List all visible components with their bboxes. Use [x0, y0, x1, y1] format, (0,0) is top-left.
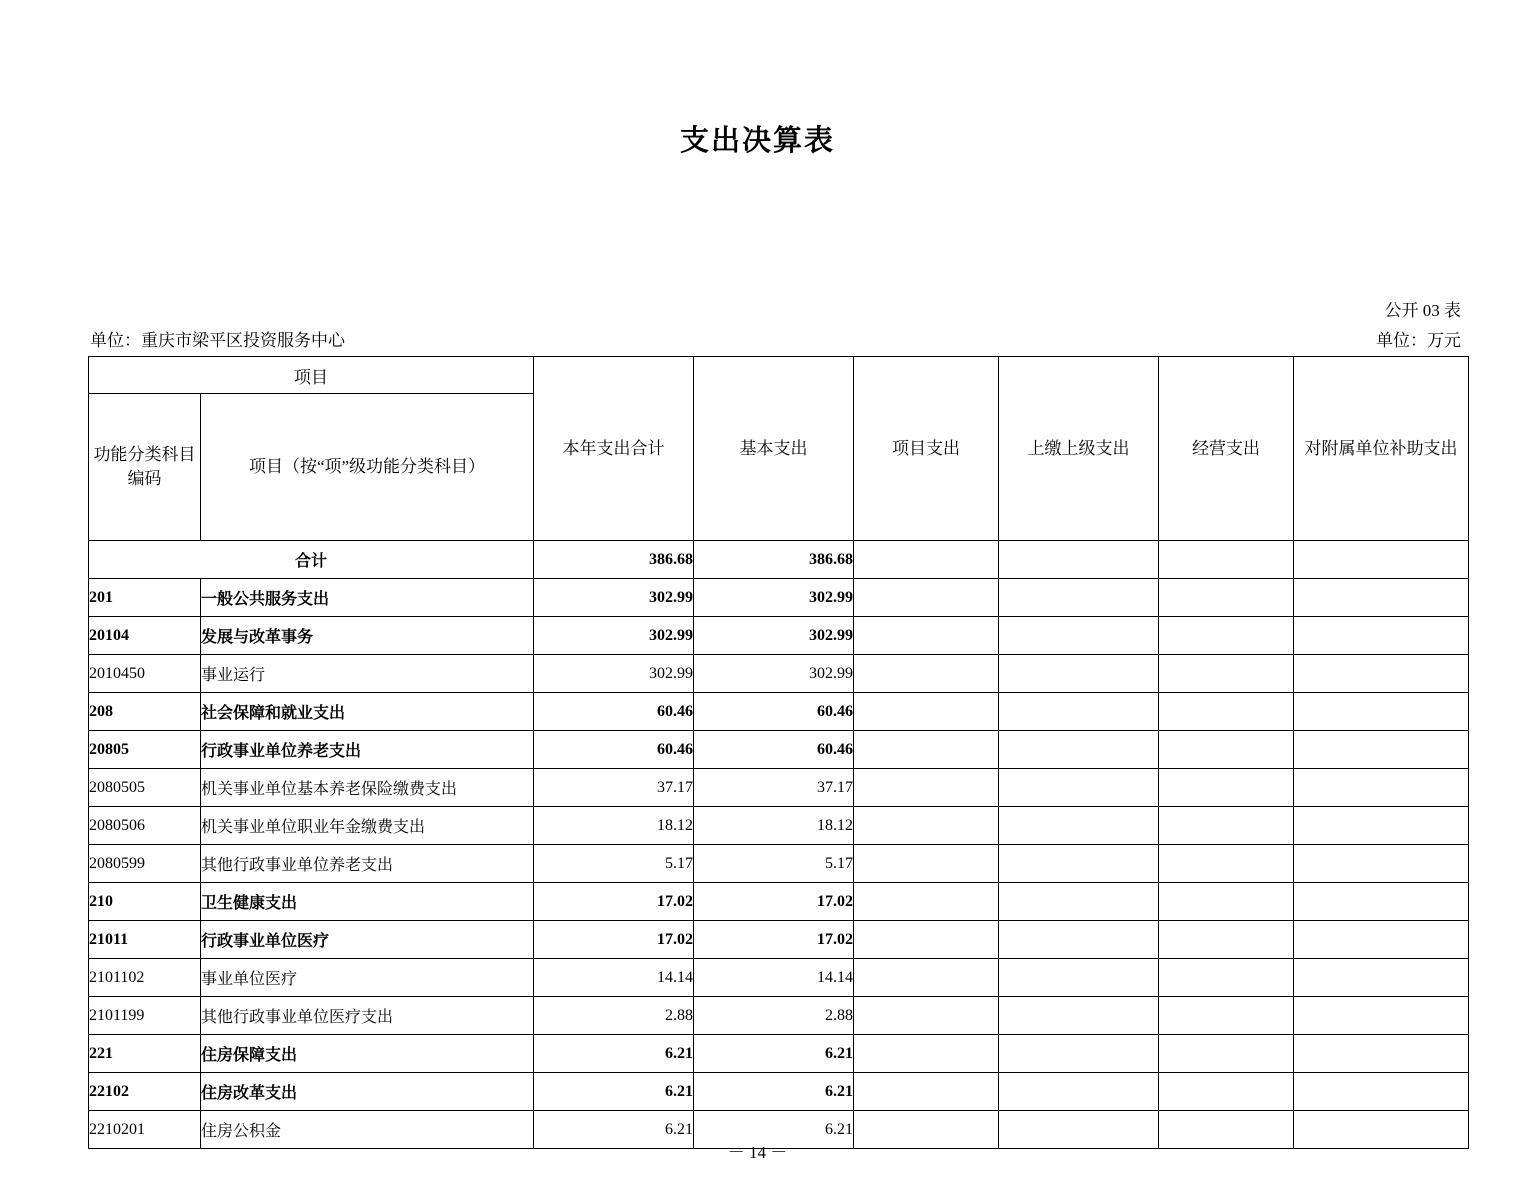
table-row — [89, 617, 1469, 655]
row-project — [854, 1073, 999, 1111]
row-name: 机关事业单位职业年金缴费支出 — [201, 807, 534, 845]
row-name: 机关事业单位基本养老保险缴费支出 — [201, 769, 534, 807]
row-subsidy — [1294, 693, 1469, 731]
total-operating — [1159, 541, 1294, 579]
row-basic: 6.21 — [694, 1035, 854, 1073]
row-project — [854, 883, 999, 921]
row-code: 201 — [89, 579, 201, 617]
row-name: 其他行政事业单位医疗支出 — [201, 997, 534, 1035]
total-current-year: 386.68 — [534, 541, 694, 579]
header-basic-expenditure: 基本支出 — [694, 357, 854, 541]
total-basic: 386.68 — [694, 541, 854, 579]
row-code: 22102 — [89, 1073, 201, 1111]
row-current-year-total: 6.21 — [534, 1073, 694, 1111]
table-row — [89, 1073, 1469, 1111]
row-name: 住房保障支出 — [201, 1035, 534, 1073]
total-label: 合计 — [89, 541, 534, 579]
row-name: 卫生健康支出 — [201, 883, 534, 921]
row-basic: 17.02 — [694, 921, 854, 959]
row-name: 行政事业单位医疗 — [201, 921, 534, 959]
row-basic: 60.46 — [694, 731, 854, 769]
row-operating — [1159, 997, 1294, 1035]
table-row — [89, 1035, 1469, 1073]
row-project — [854, 807, 999, 845]
row-basic: 2.88 — [694, 997, 854, 1035]
row-code: 2210201 — [89, 1111, 201, 1149]
row-code: 2101102 — [89, 959, 201, 997]
row-basic: 302.99 — [694, 655, 854, 693]
row-name: 事业单位医疗 — [201, 959, 534, 997]
row-project — [854, 997, 999, 1035]
row-upper-level — [999, 807, 1159, 845]
row-current-year-total: 37.17 — [534, 769, 694, 807]
row-name: 行政事业单位养老支出 — [201, 731, 534, 769]
row-project — [854, 579, 999, 617]
row-basic: 37.17 — [694, 769, 854, 807]
table-row — [89, 807, 1469, 845]
row-current-year-total: 302.99 — [534, 617, 694, 655]
row-name: 住房改革支出 — [201, 1073, 534, 1111]
row-subsidy — [1294, 845, 1469, 883]
row-current-year-total: 14.14 — [534, 959, 694, 997]
row-operating — [1159, 655, 1294, 693]
table-row — [89, 883, 1469, 921]
row-operating — [1159, 617, 1294, 655]
row-name: 其他行政事业单位养老支出 — [201, 845, 534, 883]
row-current-year-total: 6.21 — [534, 1035, 694, 1073]
page-number: － 14 － — [727, 1143, 788, 1162]
page-title: 支出决算表 — [679, 125, 835, 157]
row-name: 住房公积金 — [201, 1111, 534, 1149]
table-row — [89, 845, 1469, 883]
table-row — [89, 769, 1469, 807]
header-current-year-total: 本年支出合计 — [534, 357, 694, 541]
row-code: 208 — [89, 693, 201, 731]
row-code: 210 — [89, 883, 201, 921]
row-current-year-total: 60.46 — [534, 693, 694, 731]
header-operating-expenditure: 经营支出 — [1159, 357, 1294, 541]
table-row — [89, 997, 1469, 1035]
row-operating — [1159, 1073, 1294, 1111]
header-upper-level-expenditure: 上缴上级支出 — [999, 357, 1159, 541]
form-number: 公开 03 表 — [1384, 301, 1461, 320]
row-upper-level — [999, 1035, 1159, 1073]
row-project — [854, 769, 999, 807]
row-subsidy — [1294, 959, 1469, 997]
table-row — [89, 693, 1469, 731]
row-subsidy — [1294, 921, 1469, 959]
unit-name: 单位：重庆市梁平区投资服务中心 — [90, 331, 345, 350]
row-project — [854, 959, 999, 997]
row-current-year-total: 17.02 — [534, 921, 694, 959]
table-row — [89, 959, 1469, 997]
row-current-year-total: 17.02 — [534, 883, 694, 921]
group-header-item: 项目 — [89, 357, 534, 394]
row-project — [854, 731, 999, 769]
row-code: 2080506 — [89, 807, 201, 845]
row-basic: 6.21 — [694, 1111, 854, 1149]
row-operating — [1159, 959, 1294, 997]
row-subsidy — [1294, 997, 1469, 1035]
total-subsidy — [1294, 541, 1469, 579]
row-subsidy — [1294, 1073, 1469, 1111]
table-total-row — [89, 541, 1469, 579]
amount-unit: 单位：万元 — [1376, 331, 1461, 350]
row-current-year-total: 302.99 — [534, 579, 694, 617]
row-basic: 6.21 — [694, 1073, 854, 1111]
row-upper-level — [999, 959, 1159, 997]
header-function-code: 功能分类科目编码 — [89, 394, 201, 541]
row-name: 事业运行 — [201, 655, 534, 693]
row-code: 20805 — [89, 731, 201, 769]
row-upper-level — [999, 579, 1159, 617]
row-subsidy — [1294, 1035, 1469, 1073]
row-upper-level — [999, 769, 1159, 807]
row-current-year-total: 302.99 — [534, 655, 694, 693]
row-code: 2080505 — [89, 769, 201, 807]
row-current-year-total: 6.21 — [534, 1111, 694, 1149]
row-operating — [1159, 693, 1294, 731]
row-upper-level — [999, 845, 1159, 883]
row-subsidy — [1294, 807, 1469, 845]
table-row — [89, 579, 1469, 617]
row-basic: 18.12 — [694, 807, 854, 845]
header-project-expenditure: 项目支出 — [854, 357, 999, 541]
table-row — [89, 731, 1469, 769]
table-row — [89, 655, 1469, 693]
row-basic: 5.17 — [694, 845, 854, 883]
row-basic: 14.14 — [694, 959, 854, 997]
row-operating — [1159, 921, 1294, 959]
row-subsidy — [1294, 655, 1469, 693]
row-basic: 17.02 — [694, 883, 854, 921]
row-code: 2080599 — [89, 845, 201, 883]
row-name: 一般公共服务支出 — [201, 579, 534, 617]
row-basic: 302.99 — [694, 617, 854, 655]
row-basic: 302.99 — [694, 579, 854, 617]
row-operating — [1159, 845, 1294, 883]
row-project — [854, 845, 999, 883]
row-subsidy — [1294, 883, 1469, 921]
row-project — [854, 921, 999, 959]
row-current-year-total: 60.46 — [534, 731, 694, 769]
row-name: 发展与改革事务 — [201, 617, 534, 655]
row-upper-level — [999, 617, 1159, 655]
row-upper-level — [999, 921, 1159, 959]
table-row — [89, 921, 1469, 959]
row-code: 20104 — [89, 617, 201, 655]
row-code: 2101199 — [89, 997, 201, 1035]
row-basic: 60.46 — [694, 693, 854, 731]
row-project — [854, 693, 999, 731]
total-upper-level — [999, 541, 1159, 579]
row-code: 21011 — [89, 921, 201, 959]
row-subsidy — [1294, 617, 1469, 655]
total-project — [854, 541, 999, 579]
row-upper-level — [999, 1073, 1159, 1111]
row-current-year-total: 5.17 — [534, 845, 694, 883]
row-upper-level — [999, 655, 1159, 693]
row-operating — [1159, 731, 1294, 769]
row-project — [854, 1035, 999, 1073]
row-code: 2010450 — [89, 655, 201, 693]
expenditure-table — [88, 356, 1469, 1149]
row-name: 社会保障和就业支出 — [201, 693, 534, 731]
row-subsidy — [1294, 731, 1469, 769]
row-current-year-total: 18.12 — [534, 807, 694, 845]
row-upper-level — [999, 997, 1159, 1035]
table-group-header-row — [89, 357, 1469, 394]
row-operating — [1159, 769, 1294, 807]
row-subsidy — [1294, 579, 1469, 617]
row-operating — [1159, 807, 1294, 845]
document-page — [0, 118, 1515, 1187]
row-upper-level — [999, 731, 1159, 769]
row-project — [854, 655, 999, 693]
row-operating — [1159, 1035, 1294, 1073]
row-code: 221 — [89, 1035, 201, 1073]
row-upper-level — [999, 693, 1159, 731]
row-upper-level — [999, 883, 1159, 921]
row-operating — [1159, 579, 1294, 617]
header-subsidy-expenditure: 对附属单位补助支出 — [1294, 357, 1469, 541]
row-subsidy — [1294, 769, 1469, 807]
row-project — [854, 617, 999, 655]
row-current-year-total: 2.88 — [534, 997, 694, 1035]
row-operating — [1159, 883, 1294, 921]
header-item-name: 项目（按“项”级功能分类科目） — [201, 394, 534, 541]
